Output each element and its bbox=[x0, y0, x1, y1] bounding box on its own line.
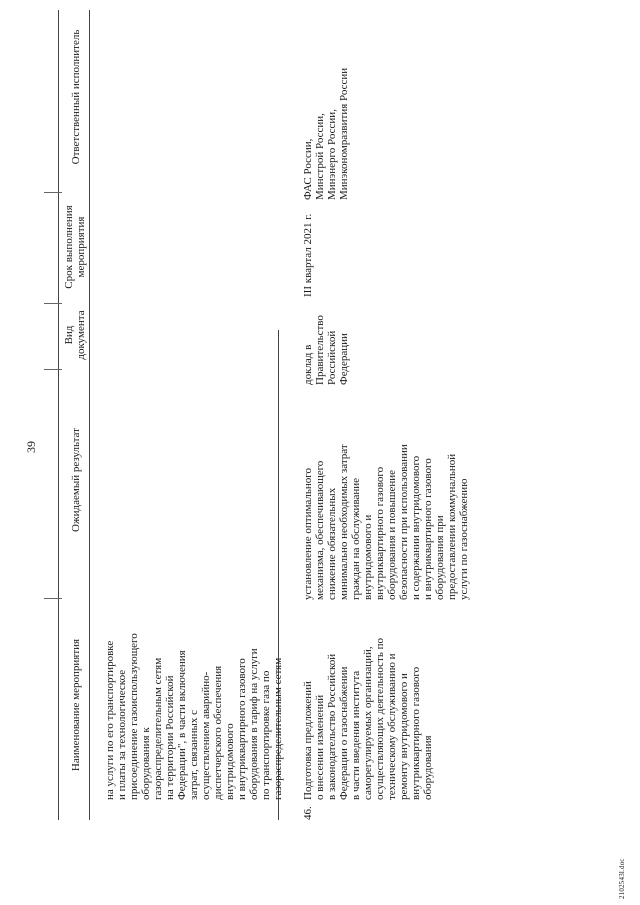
row-46-executor-cell: ФАС России, Минстрой России, Минэнерго России, Минэкономразвития России bbox=[302, 67, 350, 200]
column-divider-executor bbox=[44, 192, 62, 193]
column-divider-doctype bbox=[44, 369, 62, 370]
header-name: Наименование мероприятия bbox=[70, 638, 82, 772]
header-deadline: Срок выполнения мероприятия bbox=[63, 205, 87, 289]
header-result: Ожидаемый результат bbox=[70, 428, 82, 532]
column-divider-deadline bbox=[44, 303, 62, 304]
header-executor: Ответственный исполнитель bbox=[70, 29, 82, 165]
header-doc-type: Вид документа bbox=[63, 310, 87, 360]
continued-name-cell: на услуги по его транспортировке и платы за технологическое присоединение газоиспользующего оборудования к газораспределительным сетям на территории Российской Федерации", в части включения затрат, связанных с осуществлением аварийно- диспетчерского обеспечения внутридомового и внутриквартирного газового оборудования в тариф на услуги по транспортировке газа по газораспределительным сетям bbox=[104, 633, 284, 800]
document-code: 2102543l.doc bbox=[618, 858, 626, 899]
table-top-rule bbox=[58, 10, 59, 820]
page-number: 39 bbox=[24, 441, 38, 453]
table-header-rule bbox=[89, 10, 90, 820]
row-46-number: 46. bbox=[302, 806, 314, 820]
row-46-deadline-cell: III квартал 2021 г. bbox=[302, 213, 314, 297]
row-46-name-cell: Подготовка предложений о внесении изменений в законодательство Российской Федерации о газоснабжении в части введения института саморегулируемых организаций, осуществляющих деятельность по техническому обслуживанию и ремонту внутридомового и внутриквартирного газового оборудования bbox=[302, 638, 434, 800]
row-46-doc-type-cell: доклад в Правительство Российской Федерации bbox=[302, 315, 350, 385]
row-46-result-cell: установление оптимального механизма, обеспечивающего снижение обязательных минимально необходимых затрат граждан на обслуживание внутридомового и внутриквартирного газового оборудования и повышение безопасности при использовании и содержании внутридомового и внутриквартирного газового оборудования при предоставлении коммунальной услуги по газоснабжению bbox=[302, 444, 470, 600]
column-divider-result bbox=[44, 598, 62, 599]
